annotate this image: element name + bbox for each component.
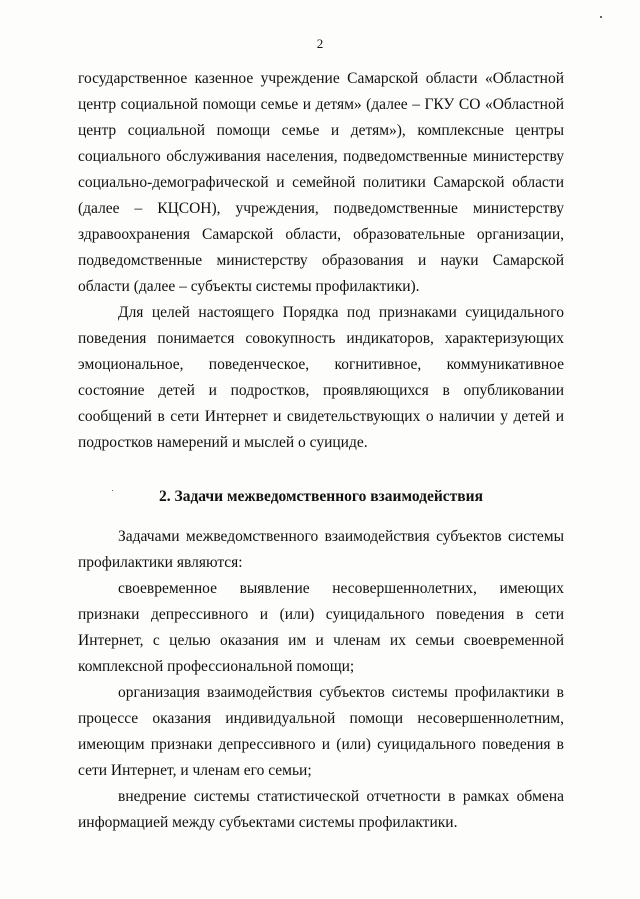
paragraph-5: организация взаимодействия субъектов системы профилактики в процессе оказания индивидуальной помощи несовершеннолетним, имеющим признаки депрессивного и (или) суицидального поведения в сети Интернет, и членам его семьи; [78, 684, 564, 779]
paragraph-6: внедрение системы статистической отчетности в рамках обмена информацией между субъектами системы профилактики. [78, 788, 564, 831]
document-body [78, 66, 564, 836]
paragraph-2: Для целей настоящего Порядка под признаками суицидального поведения понимается совокупность индикаторов, характеризующих эмоциональное, поведенческое, когнитивное, коммуникативное состояние детей и подростков, проявляющихся в опубликовании сообщений в сети Интернет и свидетельствующих о наличии у детей и подростков намерений и мыслей о суициде. [78, 304, 564, 451]
section-heading: 2. Задачи межведомственного взаимодействия [159, 488, 483, 505]
paragraph-1: государственное казенное учреждение Самарской области «Областной центр социальной помощи семье и детям» (далее – ГКУ СО «Областной центр социальной помощи семье и детям»), комплексные центры социального обслуживания населения, подведомственные министерству социально-демографической и семейной политики Самарской области (далее – КЦСОН), учреждения, подведомственные министерству здравоохранения Самарской области, образовательные организации, подведомственные министерству образования и науки Самарской области (далее – субъекты системы профилактики). [78, 70, 564, 295]
page-number: 2 [316, 36, 324, 51]
paragraph-3: Задачами межведомственного взаимодействия субъектов системы профилактики являются: [78, 528, 564, 571]
paragraph-4: своевременное выявление несовершеннолетних, имеющих признаки депрессивного и (или) суицидального поведения в сети Интернет, с целью оказания им и членам их семьи своевременной комплексной профессиональной помощи; [78, 580, 564, 675]
scan-artifact-dot [600, 16, 602, 18]
